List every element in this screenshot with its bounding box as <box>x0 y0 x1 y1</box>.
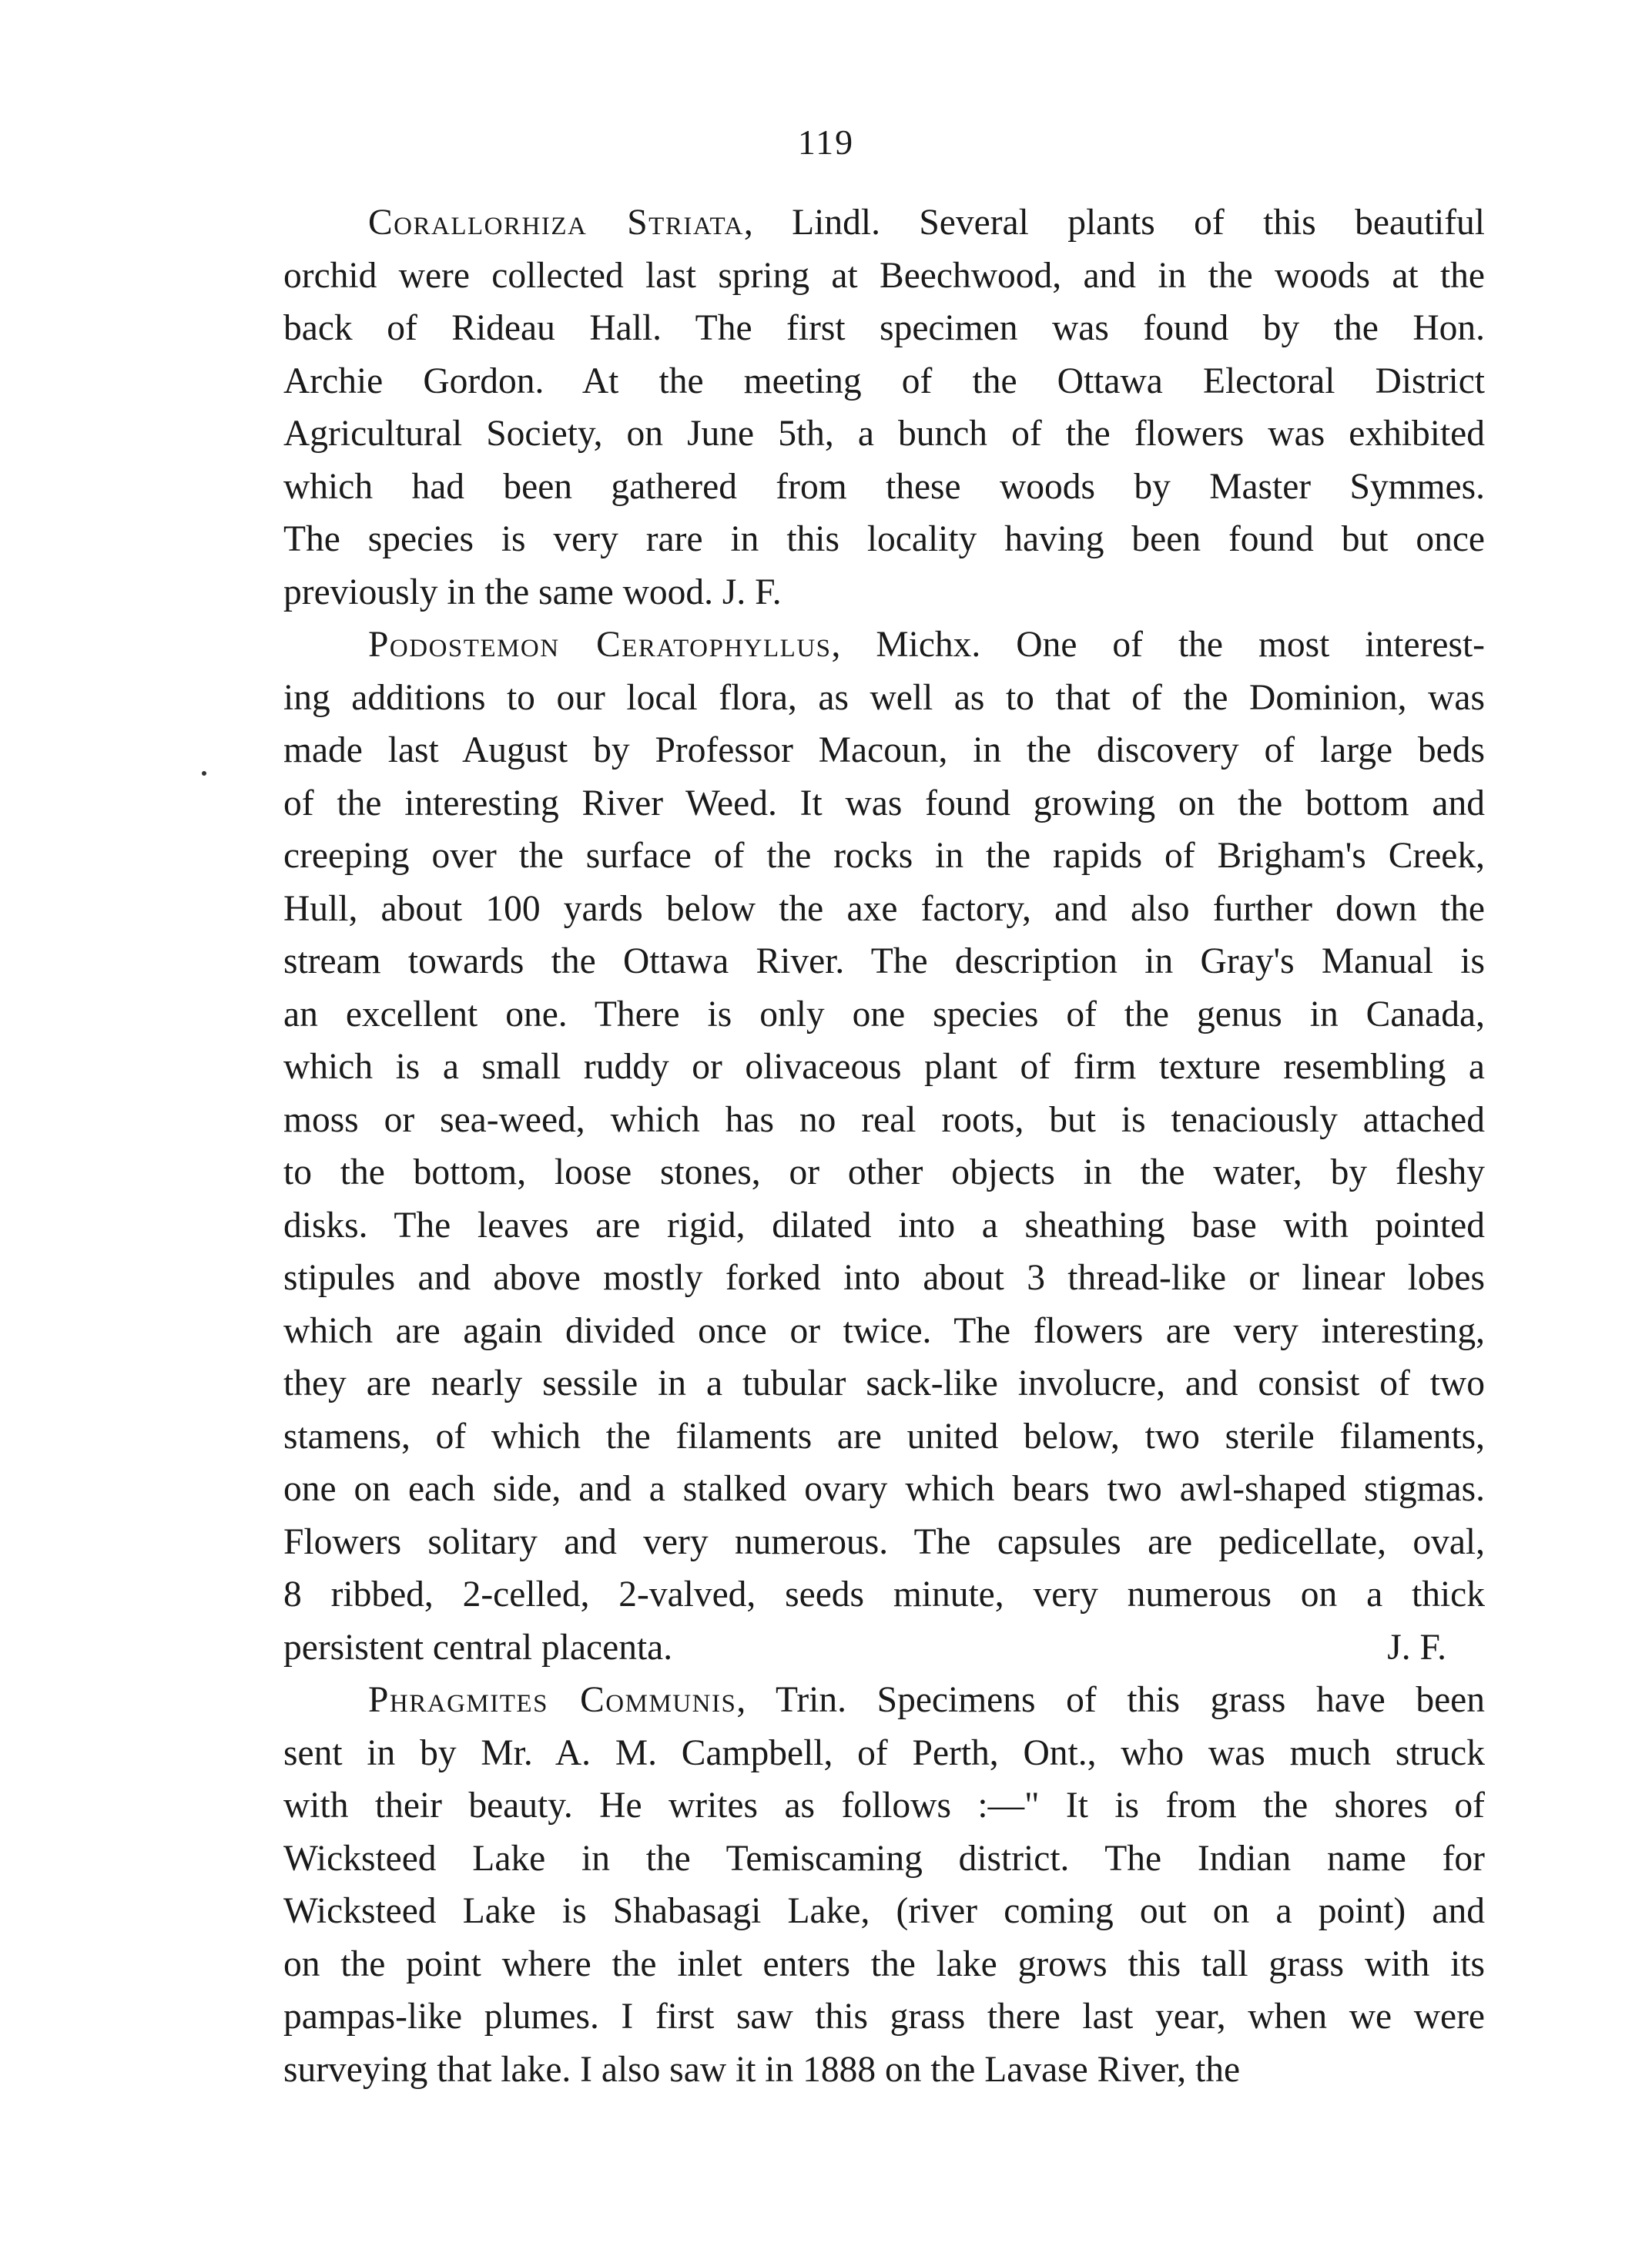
paragraph <box>283 619 1485 1674</box>
text-line: orchid were collected last spring at Beechwood, and in the woods at the <box>283 255 1485 296</box>
text-line: an excellent one. There is only one species of the genus in Canada, <box>283 994 1485 1034</box>
text-line: previously in the same wood. J. F. <box>283 572 782 612</box>
text-line: surveying that lake. I also saw it in 1888 on the Lavase River, the <box>283 2049 1241 2090</box>
text-line: stipules and above mostly forked into about 3 thread-like or linear lobes <box>283 1258 1485 1298</box>
species-name: Phragmites Communis <box>368 1680 737 1720</box>
text-line: Wicksteed Lake in the Temiscaming district. The Indian name for <box>283 1838 1485 1879</box>
signature: J. F. <box>1387 1627 1446 1668</box>
text-line: sent in by Mr. A. M. Campbell, of Perth, Ont., who was much struck <box>283 1732 1485 1773</box>
text-line: one on each side, and a stalked ovary which bears two awl-shaped stigmas. <box>283 1469 1485 1509</box>
text-column <box>283 196 1485 2096</box>
text-line: which is a small ruddy or olivaceous plant of firm texture resembling a <box>283 1047 1485 1087</box>
text-line: made last August by Professor Macoun, in the discovery of large beds <box>283 730 1485 770</box>
text-line: The species is very rare in this locality having been found but once <box>283 519 1485 559</box>
text-line: to the bottom, loose stones, or other objects in the water, by fleshy <box>283 1152 1485 1192</box>
species-name: Corallorhiza Striata <box>368 203 744 243</box>
text-line: Archie Gordon. At the meeting of the Ottawa Electoral District <box>283 360 1485 401</box>
text-line: they are nearly sessile in a tubular sack-like involucre, and consist of two <box>283 1363 1485 1403</box>
text-line: Wicksteed Lake is Shabasagi Lake, (river coming out on a point) and <box>283 1891 1485 1931</box>
paragraph <box>283 1674 1485 2096</box>
species-name: Podostemon Ceratophyllus <box>368 625 832 665</box>
text-line: pampas-like plumes. I first saw this grass there last year, when we were <box>283 1997 1485 2037</box>
text-line: on the point where the inlet enters the lake grows this tall grass with its <box>283 1943 1485 1984</box>
text-line: stamens, of which the filaments are united below, two sterile filaments, <box>283 1416 1485 1457</box>
text-line: which are again divided once or twice. The flowers are very interesting, <box>283 1310 1485 1351</box>
margin-mark <box>202 771 206 776</box>
text-line: 8 ribbed, 2-celled, 2-valved, seeds minute, very numerous on a thick <box>283 1574 1485 1615</box>
text-line: which had been gathered from these woods by Master Symmes. <box>283 466 1485 507</box>
text-line: back of Rideau Hall. The first specimen was found by the Hon. <box>283 308 1485 348</box>
text-line: Agricultural Society, on June 5th, a bunch of the flowers was exhibited <box>283 414 1485 454</box>
paragraph <box>283 196 1485 619</box>
text-line: ing additions to our local flora, as well as to that of the Dominion, was <box>283 677 1485 718</box>
page-number: 119 <box>797 122 855 162</box>
text-line: Hull, about 100 yards below the axe factory, and also further down the <box>283 888 1485 929</box>
text-line: with their beauty. He writes as follows :—" It is from the shores of <box>283 1786 1485 1826</box>
text-line: Flowers solitary and very numerous. The capsules are pedicellate, oval, <box>283 1521 1485 1562</box>
text-line: Podostemon Ceratophyllus, Michx. One of the most interest- <box>368 625 1485 665</box>
text-line: disks. The leaves are rigid, dilated into a sheathing base with pointed <box>283 1205 1485 1246</box>
text-line: Phragmites Communis, Trin. Specimens of this grass have been <box>368 1680 1485 1720</box>
text-line: of the interesting River Weed. It was found growing on the bottom and <box>283 783 1485 823</box>
text-line: Corallorhiza Striata, Lindl. Several plants of this beautiful <box>368 203 1486 243</box>
text-line: persistent central placenta. J. F. <box>283 1621 1485 1675</box>
text-line: creeping over the surface of the rocks in the rapids of Brigham's Creek, <box>283 836 1485 876</box>
text-line: moss or sea-weed, which has no real roots, but is tenaciously attached <box>283 1099 1485 1140</box>
text-line: stream towards the Ottawa River. The description in Gray's Manual is <box>283 941 1485 981</box>
